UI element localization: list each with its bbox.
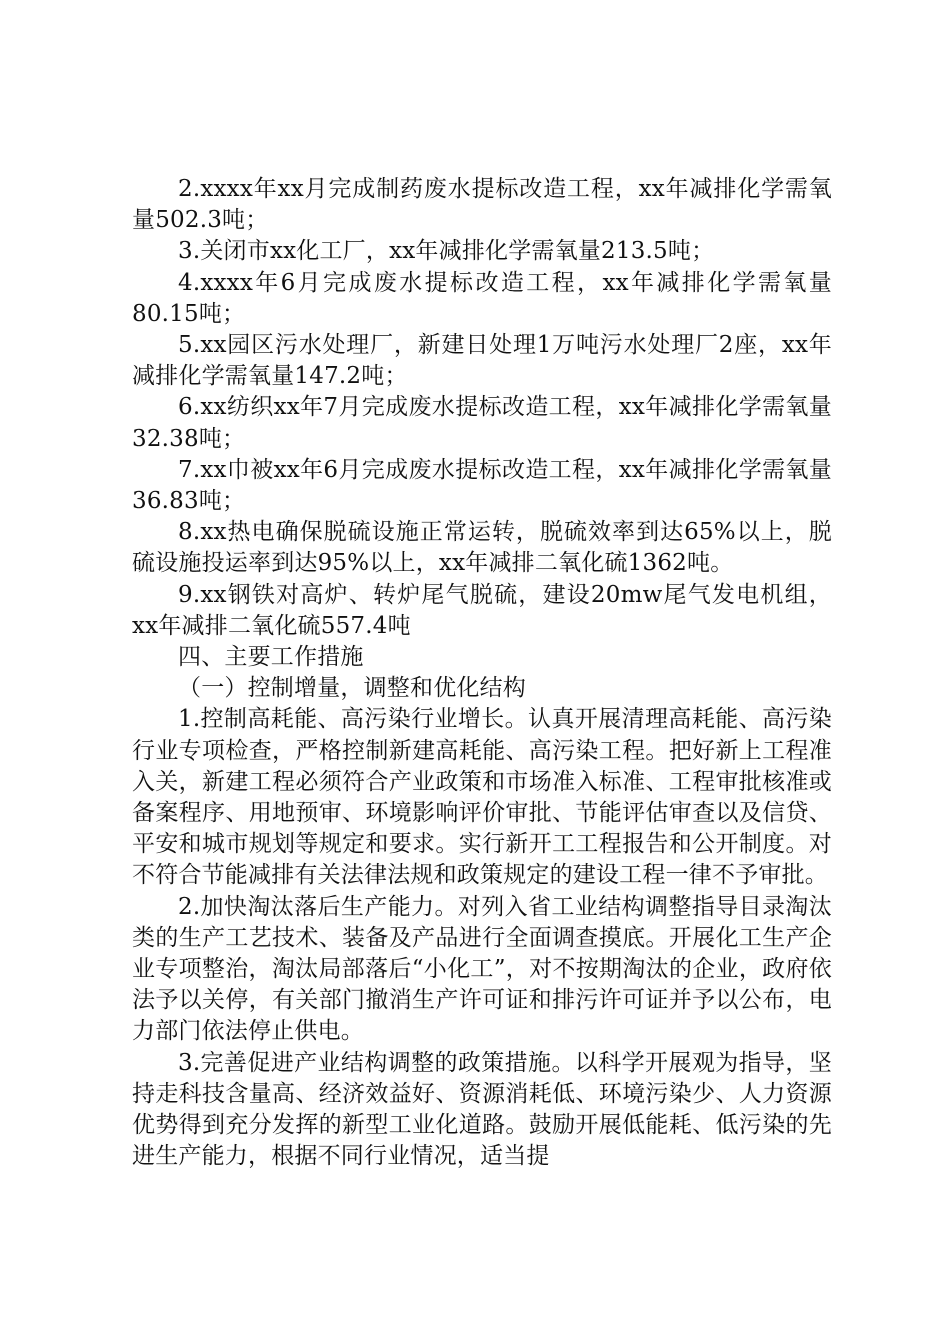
paragraph-item-4: 4.xxxx年6月完成废水提标改造工程，xx年减排化学需氧量80.15吨； [132,269,832,327]
subsection-heading-control-increment: （一）控制增量，调整和优化结构 [178,675,526,702]
paragraph-item-8: 8.xx热电确保脱硫设施正常运转，脱硫效率到达65%以上，脱硫设施投运率到达95%以上，xx年减排二氧化硫1362吨。 [132,519,832,577]
paragraph-item-5: 5.xx园区污水处理厂，新建日处理1万吨污水处理厂2座，xx年减排化学需氧量147.2吨； [132,332,832,390]
measure-paragraph-1: 1.控制高耗能、高污染行业增长。认真开展清理高耗能、高污染行业专项检查，严格控制新建高耗能、高污染工程。把好新上工程准入关，新建工程必须符合产业政策和市场准入标准、工程审批核准或备案程序、用地预审、环境影响评价审批、节能评估审查以及信贷、平安和城市规划等规定和要求。实行新开工工程报告和公开制度。对不符合节能减排有关法律法规和政策规定的建设工程一律不予审批。 [132,706,832,889]
paragraph-item-9: 9.xx钢铁对高炉、转炉尾气脱硫，建设20mw尾气发电机组，xx年减排二氧化硫557.4吨 [132,581,832,639]
paragraph-item-2: 2.xxxx年xx月完成制药废水提标改造工程，xx年减排化学需氧量502.3吨； [132,176,832,234]
paragraph-item-3: 3.关闭市xx化工厂，xx年减排化学需氧量213.5吨； [178,238,715,265]
measure-paragraph-3: 3.完善促进产业结构调整的政策措施。以科学开展观为指导，坚持走科技含量高、经济效益好、资源消耗低、环境污染少、人力资源优势得到充分发挥的新型工业化道路。鼓励开展低能耗、低污染的先进生产能力，根据不同行业情况，适当提 [132,1049,832,1170]
section-heading-main-measures: 四、主要工作措施 [178,644,364,671]
measure-paragraph-2: 2.加快淘汰落后生产能力。对列入省工业结构调整指导目录淘汰类的生产工艺技术、装备及产品进行全面调查摸底。开展化工生产企业专项整治，淘汰局部落后“小化工”，对不按期淘汰的企业，政府依法予以关停，有关部门撤消生产许可证和排污许可证并予以公布，电力部门依法停止供电。 [132,893,832,1045]
paragraph-item-6: 6.xx纺织xx年7月完成废水提标改造工程，xx年减排化学需氧量32.38吨； [132,394,832,452]
document-body [132,174,832,1173]
paragraph-item-7: 7.xx巾被xx年6月完成废水提标改造工程，xx年减排化学需氧量36.83吨； [132,456,832,515]
